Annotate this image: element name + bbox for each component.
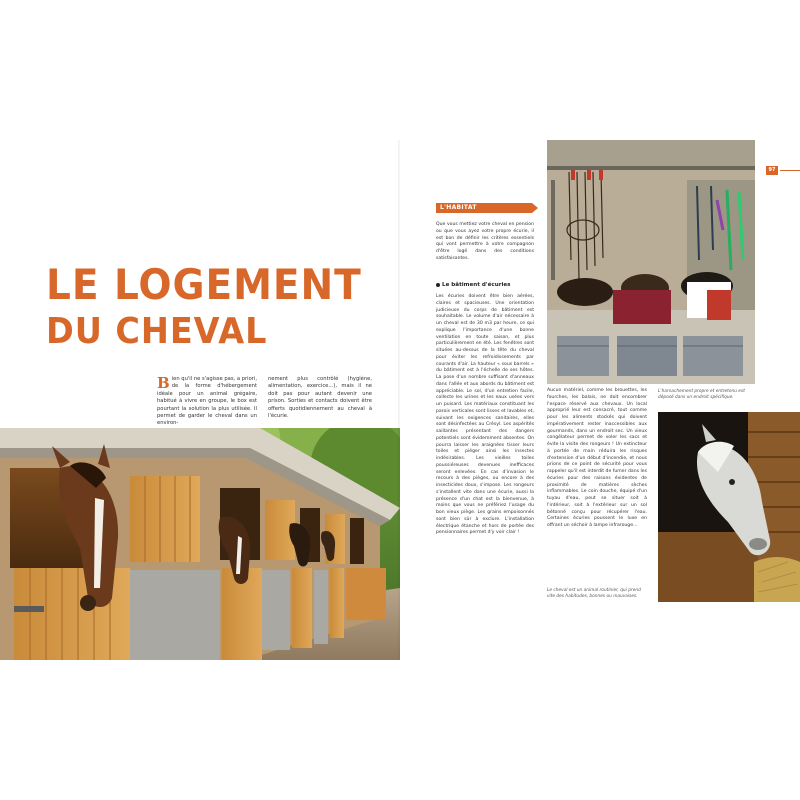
page-number-rule [780,170,800,171]
intro-column-2: nement plus contrôlé (hygiène, alimentation, exercice...), mais il ne doit pas pour autant devenir une prison. Sorties et contacts doivent être offerts quotidiennement au cheval à l'écurie. [268,376,372,420]
left-page [0,140,400,660]
caption-horse: Le cheval est un animal routinier, qui prend vite des habitudes, bonnes ou mauvaises. [547,588,641,599]
intro-text-1: ien qu'il ne s'agisse pas, a priori, de la forme d'hébergement idéale pour un animal grégaire, habitué à vivre en groupe, le box est pourtant la solution la plus utilisée. Il permet de garder le cheval dans un environ- [157,376,257,427]
grey-horse-photo [658,412,800,602]
body-column-2: Aucun matériel, comme les brouettes, les fourches, les balais, ne doit encombrer l'espace réservé aux chevaux. Un local approprié leur est consacré, tout comme pour les aliments stockés qui doivent impérativement rester inaccessibles aux gourmands, dans un endroit sec. Un vieux congélateur permet de voler les sacs et évite la visite des rongeurs ! Un extincteur à portée de main réduira les risques d'extension d'un début d'incendie, et nous prions de ce point de sécurité pour vous rappeler qu'il est interdit de fumer dans les écuries pour des raisons évidentes de proximité de matières sèches inflammables. Le coin douche, équipé d'un tuyau d'eau, peut se situer soit à l'intérieur, soit à l'extérieur sur un sol bétonné conçu pour récupérer l'eau. Certaines écuries poussent le luxe en offrant un séchoir à lampe infrarouge... [547,388,647,528]
intro-column-1 [157,376,257,428]
page-number: 97 [766,166,778,175]
bullet-icon [436,283,440,287]
tack-room-photo [547,140,755,384]
drop-cap: B [157,374,170,392]
magazine-spread [0,140,800,660]
tack-room-illustration [547,140,755,384]
stable-illustration [0,428,400,660]
stable-photo [0,428,400,660]
title-line-2: DU CHEVAL [46,311,268,352]
title-line-1: LE LOGEMENT [46,260,362,309]
grey-horse-illustration [658,412,800,602]
caption-tack-room: L'harnachement propre et entretenu est déposé dans un endroit spécifique. [658,389,745,400]
section-intro-text: Que vous mettiez votre cheval en pension ou que vous ayez votre propre écurie, il est bon de définir les critères essentiels qui vont permettre à votre compagnon d'être logé dans des conditions satisfaisantes. [436,222,534,261]
subheading-text: Le bâtiment d'écuries [442,282,511,288]
section-tag-label: L'HABITAT [440,204,477,211]
right-page [400,140,800,660]
subheading [436,282,511,288]
body-column-1: Les écuries doivent être bien aérées, claires et spacieuses. Une orientation judicieuse du corps de bâtiment est souhaitable. Le volume d'air nécessaire à un cheval est de 30 m3 par heure, ce qui explique l'importance d'une bonne ventilation en toute saison, et plus particulièrement en été. Les fenêtres sont situées au-dessus de la tête du cheval pour éviter les refroidissements par courants d'air. La hauteur « sous barrels » du bâtiment est à l'échelle de ses hôtes. La pose d'un nombre suffisant d'anneaux dans l'allée et aux abords du bâtiment est appréciable. Le sol, d'un entretien facile, collecte les urines et les eaux usées vers un puisard. Les matériaux constituant les parois verticales sont lisses et lavables et, suivant les exigences sanitaires, elles sont désinfectées au Crésyl. Les aspérités saillantes présentant des dangers potentiels sont évidemment absentes. On pourra laisser les araignées tisser leurs toiles et piéger ainsi les insectes indésirables. Les vieilles toiles poussiéreuses devenues inefficaces seront enlevées. En cas d'invasion le recours à des pièges, ou encore à des insecticides doux, s'impose. Les rongeurs s'installent vite dans une écurie, aussi la présence d'un chat est la bienvenue, à moins que vous ne préfériez l'usage du bon vieux piège. Les grains empoisonnés sont bien sûr à exclure. L'installation électrique étanche et hors de portée des pensionnaires permet d'y voir clair ! [436,294,534,536]
